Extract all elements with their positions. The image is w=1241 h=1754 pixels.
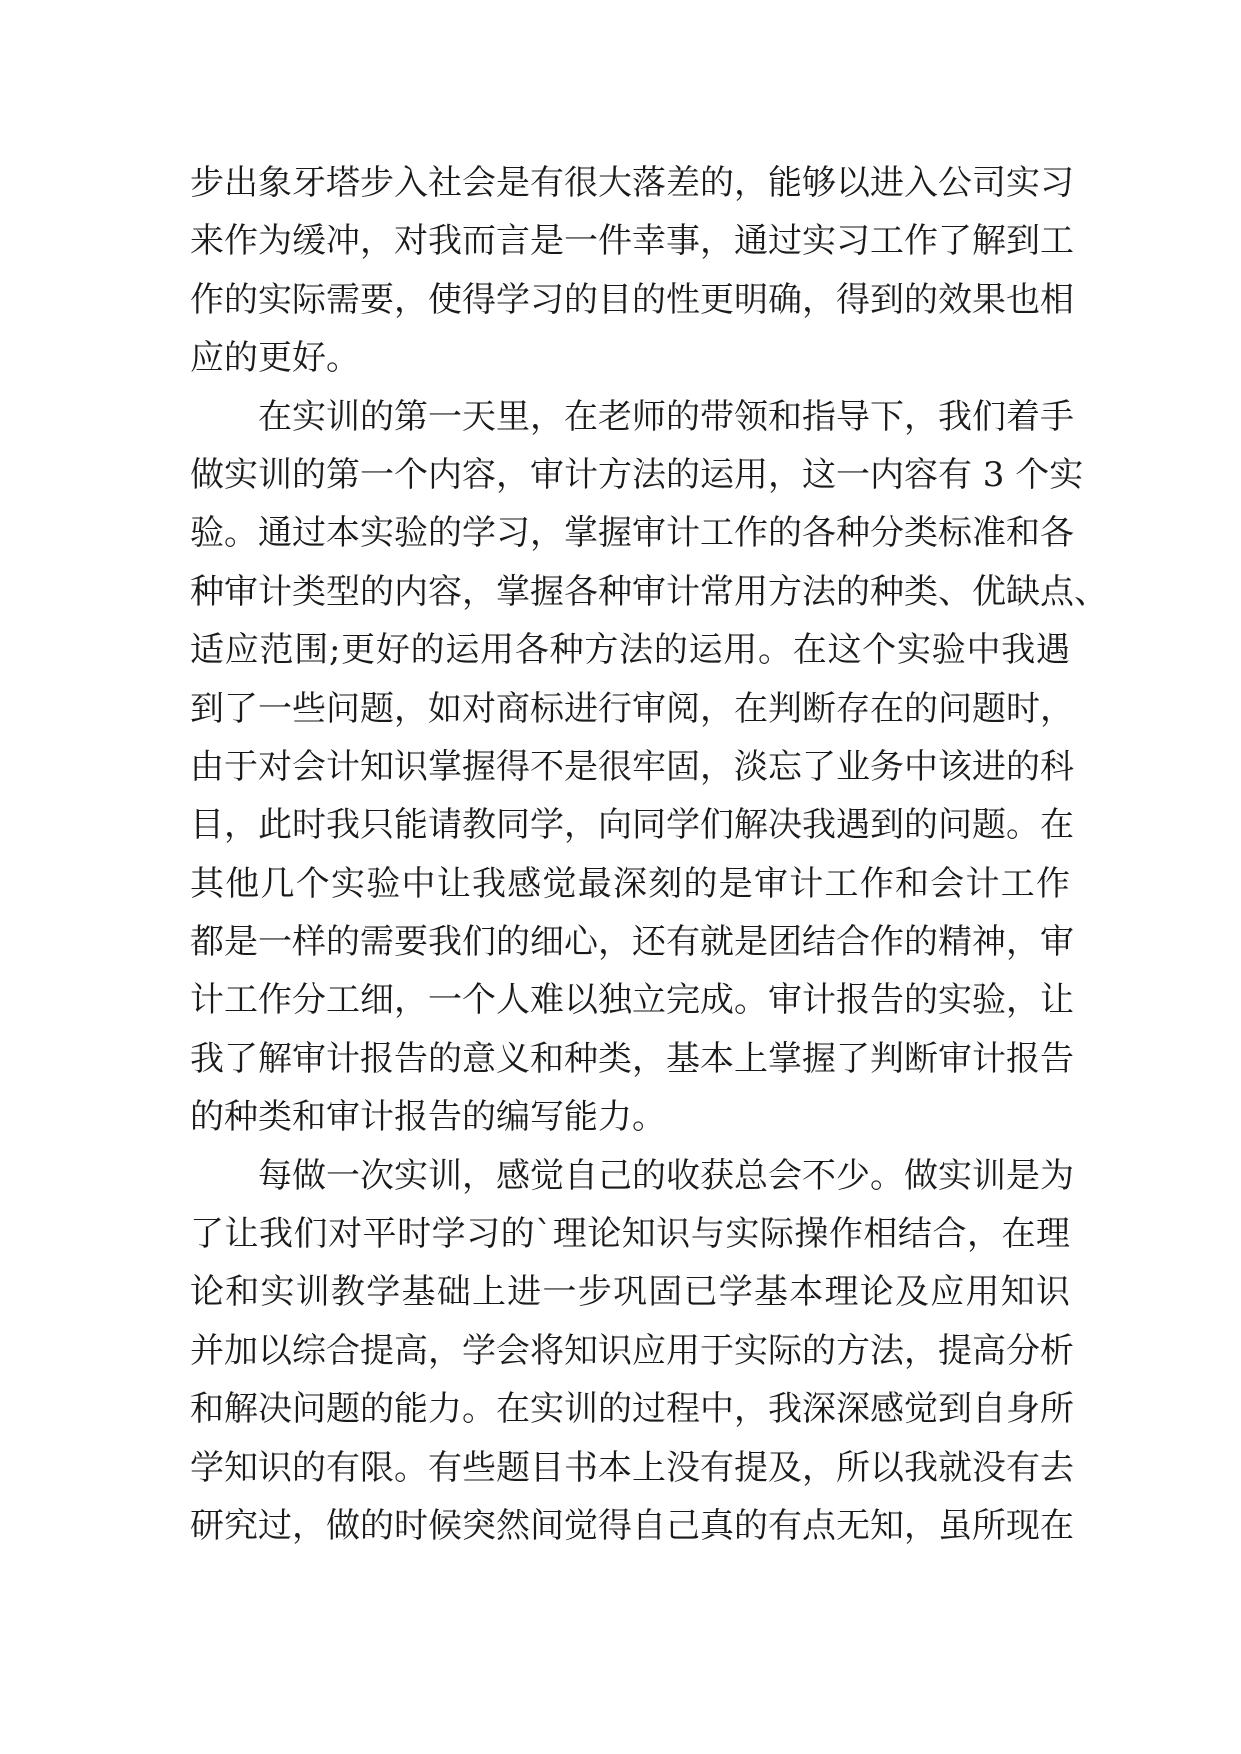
text-line: 并加以综合提高，学会将知识应用于实际的方法，提高分析 (190, 1330, 1074, 1371)
text-line: 我了解审计报告的意义和种类，基本上掌握了判断审计报告 (190, 1038, 1074, 1079)
text-line: 来作为缓冲，对我而言是一件幸事，通过实习工作了解到工 (190, 221, 1074, 262)
text-line: 和解决问题的能力。在实训的过程中，我深深感觉到自身所 (190, 1389, 1074, 1430)
text-line: 到了一些问题，如对商标进行审阅，在判断存在的问题时， (190, 688, 1074, 729)
text-line: 每做一次实训，感觉自己的收获总会不少。做实训是为 (258, 1155, 1074, 1196)
text-line: 适应范围;更好的运用各种方法的运用。在这个实验中我遇 (190, 630, 1070, 671)
text-line: 研究过，做的时候突然间觉得自己真的有点无知，虽所现在 (190, 1505, 1074, 1546)
text-line: 步出象牙塔步入社会是有很大落差的，能够以进入公司实习 (190, 163, 1074, 203)
text-line: 学知识的有限。有些题目书本上没有提及，所以我就没有去 (190, 1447, 1074, 1488)
text-line: 种审计类型的内容，掌握各种审计常用方法的种类、优缺点、 (190, 571, 1108, 612)
text-line: 其他几个实验中让我感觉最深刻的是审计工作和会计工作 (190, 863, 1070, 904)
text-line: 作的实际需要，使得学习的目的性更明确，得到的效果也相 (190, 279, 1074, 320)
text-line: 目，此时我只能请教同学，向同学们解决我遇到的问题。在 (190, 805, 1074, 846)
text-line: 验。通过本实验的学习，掌握审计工作的各种分类标准和各 (190, 513, 1074, 554)
text-line: 了让我们对平时学习的`理论知识与实际操作相结合，在理 (190, 1214, 1070, 1255)
text-line: 论和实训教学基础上进一步巩固已学基本理论及应用知识 (190, 1272, 1070, 1313)
text-line: 做实训的第一个内容，审计方法的运用，这一内容有 3 个实 (190, 454, 1084, 495)
text-line: 在实训的第一天里，在老师的带领和指导下，我们着手 (258, 396, 1074, 437)
text-line: 应的更好。 (190, 338, 360, 379)
text-line: 由于对会计知识掌握得不是很牢固，淡忘了业务中该进的科 (190, 746, 1074, 787)
text-line: 都是一样的需要我们的细心，还有就是团结合作的精神，审 (190, 922, 1074, 963)
body-text (190, 154, 1108, 1555)
text-line: 的种类和审计报告的编写能力。 (190, 1097, 666, 1138)
text-line: 计工作分工细，一个人难以独立完成。审计报告的实验，让 (190, 980, 1074, 1021)
